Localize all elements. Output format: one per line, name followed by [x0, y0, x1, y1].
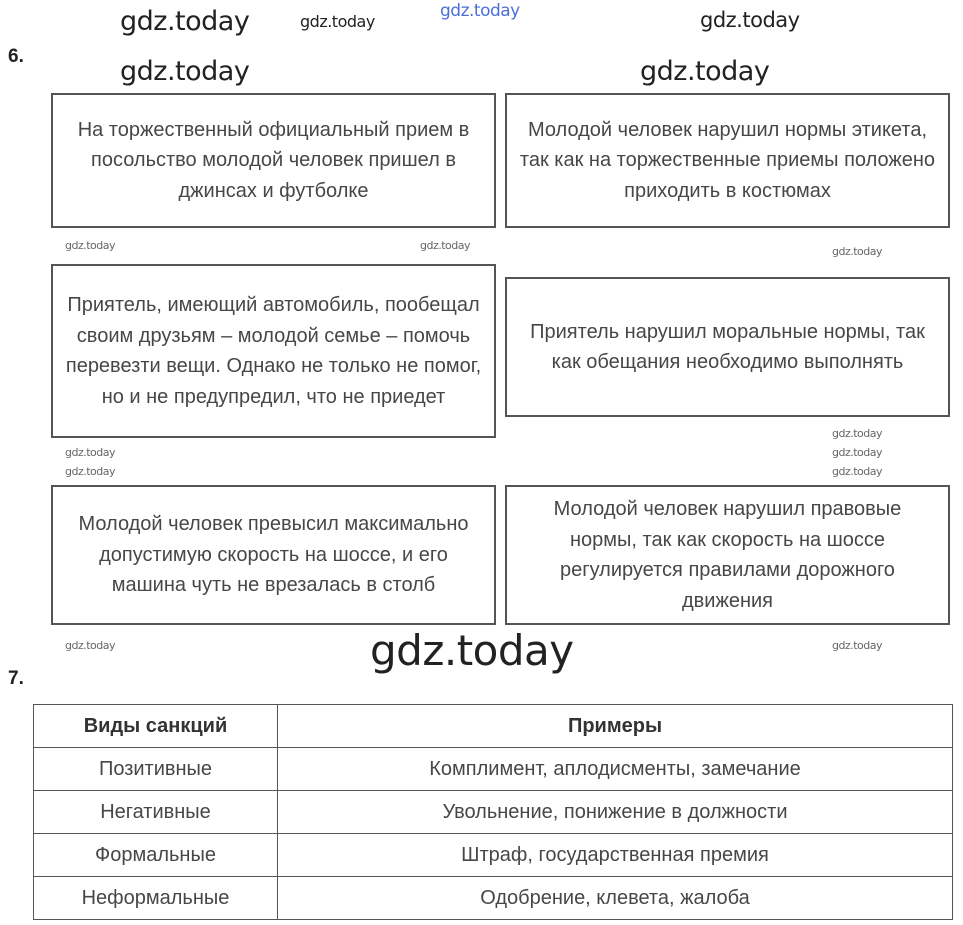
watermark: gdz.today	[65, 239, 116, 252]
situation-box-1: На торжественный официальный прием в посольство молодой человек пришел в джинсах и футболке	[51, 93, 496, 228]
watermark: gdz.today	[832, 427, 883, 440]
watermark: gdz.today	[120, 56, 250, 87]
watermark: gdz.today	[370, 626, 574, 675]
answer-box-2: Приятель нарушил моральные нормы, так как обещания необходимо выполнять	[505, 277, 950, 417]
header-cell: Виды санкций	[34, 705, 278, 748]
sanction-type: Формальные	[34, 834, 278, 877]
answer-box-1: Молодой человек нарушил нормы этикета, так как на торжественные приемы положено приходить в костюмах	[505, 93, 950, 228]
watermark: gdz.today	[832, 465, 883, 478]
sanction-type: Позитивные	[34, 748, 278, 791]
sanctions-table	[33, 704, 953, 920]
sanction-examples: Одобрение, клевета, жалоба	[278, 877, 953, 920]
task-6-number: 6.	[8, 46, 24, 67]
sanction-type: Неформальные	[34, 877, 278, 920]
table-row	[34, 834, 953, 877]
watermark: gdz.today	[65, 639, 116, 652]
answer-box-3: Молодой человек нарушил правовые нормы, так как скорость на шоссе регулируется правилами дорожного движения	[505, 485, 950, 625]
table-row	[34, 748, 953, 791]
watermark: gdz.today	[420, 239, 471, 252]
situation-box-2: Приятель, имеющий автомобиль, пообещал своим друзьям – молодой семье – помочь перевезти вещи. Однако не только не помог, но и не предупредил, что не приедет	[51, 264, 496, 438]
sanction-type: Негативные	[34, 791, 278, 834]
watermark: gdz.today	[640, 56, 770, 87]
task-7-number: 7.	[8, 668, 24, 689]
situation-box-3: Молодой человек превысил максимально допустимую скорость на шоссе, и его машина чуть не врезалась в столб	[51, 485, 496, 625]
table-row	[34, 791, 953, 834]
sanction-examples: Комплимент, аплодисменты, замечание	[278, 748, 953, 791]
watermark: gdz.today	[832, 446, 883, 459]
watermark: gdz.today	[700, 8, 800, 32]
sanction-examples: Увольнение, понижение в должности	[278, 791, 953, 834]
watermark: gdz.today	[832, 245, 883, 258]
watermark: gdz.today	[120, 6, 250, 37]
sanction-examples: Штраф, государственная премия	[278, 834, 953, 877]
table-header-row	[34, 705, 953, 748]
watermark: gdz.today	[300, 12, 375, 31]
watermark: gdz.today	[65, 446, 116, 459]
table-row	[34, 877, 953, 920]
watermark: gdz.today	[65, 465, 116, 478]
watermark: gdz.today	[832, 639, 883, 652]
watermark: gdz.today	[440, 1, 520, 21]
header-cell: Примеры	[278, 705, 953, 748]
